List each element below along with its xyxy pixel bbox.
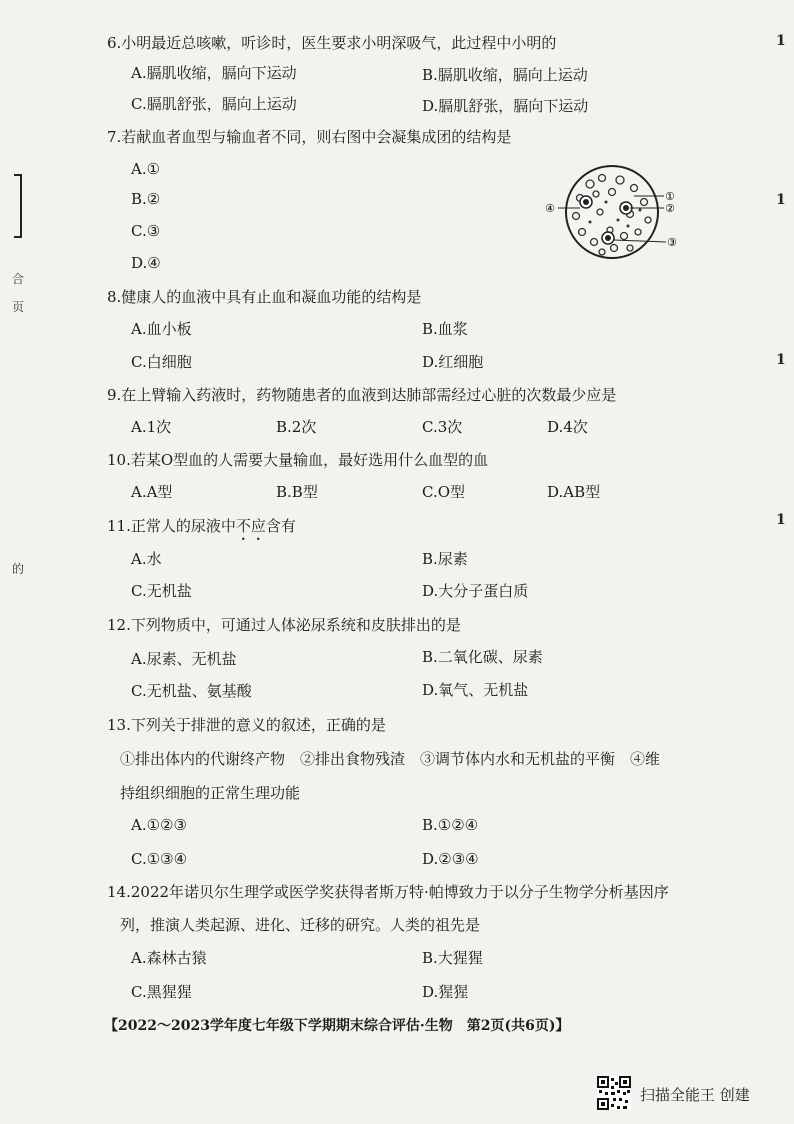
question-9-option-d: D.4次	[547, 418, 588, 436]
qr-code-icon	[597, 1076, 631, 1110]
question-7-option-c: C.③	[131, 222, 161, 240]
question-12-option-a: A.尿素、无机盐	[131, 650, 237, 668]
question-13-option-a: A.①②③	[131, 816, 187, 834]
question-14-stem-line-2: 列，推演人类起源、进化、迁移的研究。人类的祖先是	[120, 916, 481, 934]
question-9-stem: 9.在上臂输入药液时，药物随患者的血液到达肺部需经过心脏的次数最少应是	[107, 386, 617, 404]
question-12-stem: 12.下列物质中，可通过人体泌尿系统和皮肤排出的是	[107, 616, 461, 634]
question-14-option-b: B.大猩猩	[422, 949, 483, 967]
question-14-option-a: A.森林古猿	[131, 949, 207, 967]
scanner-watermark-label: 扫描全能王 创建	[640, 1086, 750, 1104]
question-11-option-d: D.大分子蛋白质	[422, 582, 529, 600]
question-9-option-b: B.2次	[276, 418, 317, 436]
smear-field-circle	[566, 166, 658, 258]
question-13-statements-line-2: 持组织细胞的正常生理功能	[120, 784, 301, 802]
diagram-label-3: ③	[667, 236, 677, 249]
question-8-option-a: A.血小板	[131, 320, 192, 338]
question-13-option-d: D.②③④	[422, 850, 479, 868]
edge-mark: 1	[776, 352, 786, 368]
question-8-option-d: D.红细胞	[422, 353, 484, 371]
question-10-option-b: B.B型	[276, 483, 318, 501]
question-6-option-b: B.膈肌收缩，膈向上运动	[422, 66, 588, 84]
question-6-option-c: C.膈肌舒张，膈向上运动	[131, 95, 297, 113]
question-10-option-c: C.O型	[422, 483, 466, 501]
diagram-label-4: ④	[545, 202, 555, 215]
question-14-option-c: C.黑猩猩	[131, 983, 192, 1001]
question-14-option-d: D.猩猩	[422, 983, 469, 1001]
question-10-stem: 10.若某O型血的人需要大量输血，最好选用什么血型的血	[107, 451, 489, 469]
question-9-option-a: A.1次	[131, 418, 172, 436]
diagram-label-1: ①	[665, 190, 675, 203]
question-6-option-d: D.膈肌舒张，膈向下运动	[422, 97, 589, 115]
question-12-option-b: B.二氧化碳、尿素	[422, 648, 543, 666]
margin-char: 页	[12, 300, 25, 314]
question-7-option-b: B.②	[131, 190, 161, 208]
question-12-option-d: D.氧气、无机盐	[422, 681, 529, 699]
question-14-stem-line-1: 14.2022年诺贝尔生理学或医学奖获得者斯万特·帕博致力于以分子生物学分析基因序	[107, 883, 669, 901]
question-11-option-b: B.尿素	[422, 550, 468, 568]
blood-smear-diagram	[540, 160, 690, 270]
question-10-option-d: D.AB型	[547, 483, 601, 501]
question-13-option-c: C.①③④	[131, 850, 188, 868]
question-8-option-c: C.白细胞	[131, 353, 192, 371]
binding-bracket	[14, 174, 22, 238]
question-13-statements-line-1: ①排出体内的代谢终产物 ②排出食物残渣 ③调节体内水和无机盐的平衡 ④维	[120, 750, 661, 768]
question-9-option-c: C.3次	[422, 418, 463, 436]
question-11-stem-post: 含有	[265, 517, 296, 535]
question-10-option-a: A.A型	[131, 483, 173, 501]
question-8-option-b: B.血浆	[422, 320, 468, 338]
question-7-stem: 7.若献血者血型与输血者不同，则右图中会凝集成团的结构是	[107, 128, 512, 146]
question-11-option-c: C.无机盐	[131, 582, 192, 600]
margin-char: 的	[12, 562, 25, 576]
edge-mark: 1	[776, 512, 786, 528]
question-11-stem	[107, 517, 296, 544]
edge-mark: 1	[776, 192, 786, 208]
diagram-label-2: ②	[665, 202, 675, 215]
question-11-emphasis: 不应	[235, 517, 266, 535]
question-13-option-b: B.①②④	[422, 816, 479, 834]
margin-char: 合	[12, 272, 25, 286]
question-11-option-a: A.水	[131, 550, 162, 568]
question-8-stem: 8.健康人的血液中具有止血和凝血功能的结构是	[107, 288, 422, 306]
question-6-stem: 6.小明最近总咳嗽，听诊时，医生要求小明深吸气，此过程中小明的	[107, 34, 557, 52]
question-7-option-a: A.①	[131, 160, 161, 178]
question-11-stem-pre: 11.正常人的尿液中	[107, 517, 236, 535]
question-13-stem: 13.下列关于排泄的意义的叙述，正确的是	[107, 716, 386, 734]
question-6-option-a: A.膈肌收缩，膈向下运动	[131, 64, 297, 82]
page-footer: 【2022～2023学年度七年级下学期期末综合评估·生物 第2页(共6页)】	[104, 1018, 570, 1034]
question-12-option-c: C.无机盐、氨基酸	[131, 682, 252, 700]
edge-mark: 1	[776, 33, 786, 49]
question-7-option-d: D.④	[131, 254, 161, 272]
